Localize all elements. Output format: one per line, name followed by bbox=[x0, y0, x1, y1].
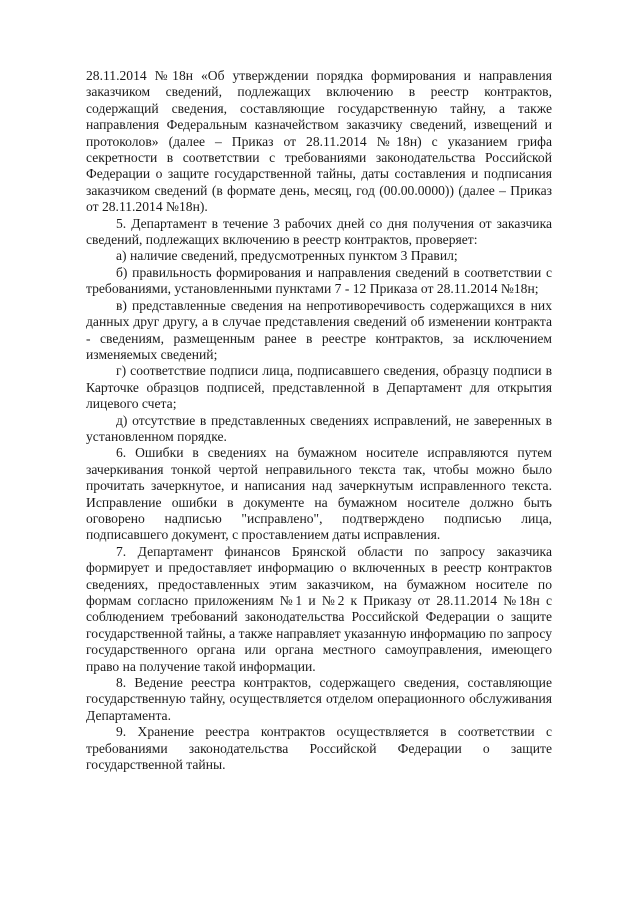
paragraph-item-9: 9. Хранение реестра контрактов осуществляется в соответствии с требованиями законодательства Российской Федерации о защите государственной тайны. bbox=[86, 724, 552, 773]
paragraph-order-reference: 28.11.2014 №18н «Об утверждении порядка формирования и направления заказчиком сведений, подлежащих включению в реестр контрактов, содержащий сведения, составляющие государственную тайну, а также направления Федеральным казначейством заказчику сведений, извещений и протоколов» (далее – Приказ от 28.11.2014 №18н) с указанием грифа секретности в соответствии с требованиями законодательства Российской Федерации о защите государственной тайны, даты составления и подписания заказчиком сведений (в формате день, месяц, год (00.00.0000)) (далее – Приказ от 28.11.2014 №18н). bbox=[86, 68, 552, 215]
paragraph-item-5g: г) соответствие подписи лица, подписавшего сведения, образцу подписи в Карточке образцов подписей, представленной в Департамент для открытия лицевого счета; bbox=[86, 363, 552, 412]
paragraph-item-5v: в) представленные сведения на непротиворечивость содержащихся в них данных друг другу, а в случае представления сведений об изменении контракта - сведениям, размещенным ранее в реестре контрактов, за исключением изменяемых сведений; bbox=[86, 297, 552, 362]
paragraph-item-5b: б) правильность формирования и направления сведений в соответствии с требованиями, установленными пунктами 7 - 12 Приказа от 28.11.2014 №18н; bbox=[86, 264, 552, 297]
paragraph-item-5d: д) отсутствие в представленных сведениях исправлений, не заверенных в установленном порядке. bbox=[86, 412, 552, 444]
paragraph-item-6: 6. Ошибки в сведениях на бумажном носителе исправляются путем зачеркивания тонкой чертой неправильного текста так, чтобы можно было прочитать зачеркнутое, и написания над зачеркнутым исправленного текста. Исправление ошибки в документе на бумажном носителе должно быть оговорено надписью "исправлено", подтверждено подписью лица, подписавшего документ, с проставлением даты исправления. bbox=[86, 445, 552, 543]
paragraph-item-5: 5. Департамент в течение 3 рабочих дней со дня получения от заказчика сведений, подлежащих включению в реестр контрактов, проверяет: bbox=[86, 215, 552, 248]
paragraph-item-7: 7. Департамент финансов Брянской области по запросу заказчика формирует и предоставляет информацию о включенных в реестр контрактов сведениях, предоставленных этим заказчиком, на бумажном носителе по формам согласно приложениям №1 и №2 к Приказу от 28.11.2014 №18н с соблюдением требований законодательства Российской Федерации о защите государственной тайны, а также направляет указанную информацию по запросу государственного органа или органа местного самоуправления, имеющего право на получение такой информации. bbox=[86, 543, 552, 674]
paragraph-item-8: 8. Ведение реестра контрактов, содержащего сведения, составляющие государственную тайну, осуществляется отделом операционного обслуживания Департамента. bbox=[86, 675, 552, 723]
paragraph-item-5a: а) наличие сведений, предусмотренных пунктом 3 Правил; bbox=[116, 248, 458, 264]
